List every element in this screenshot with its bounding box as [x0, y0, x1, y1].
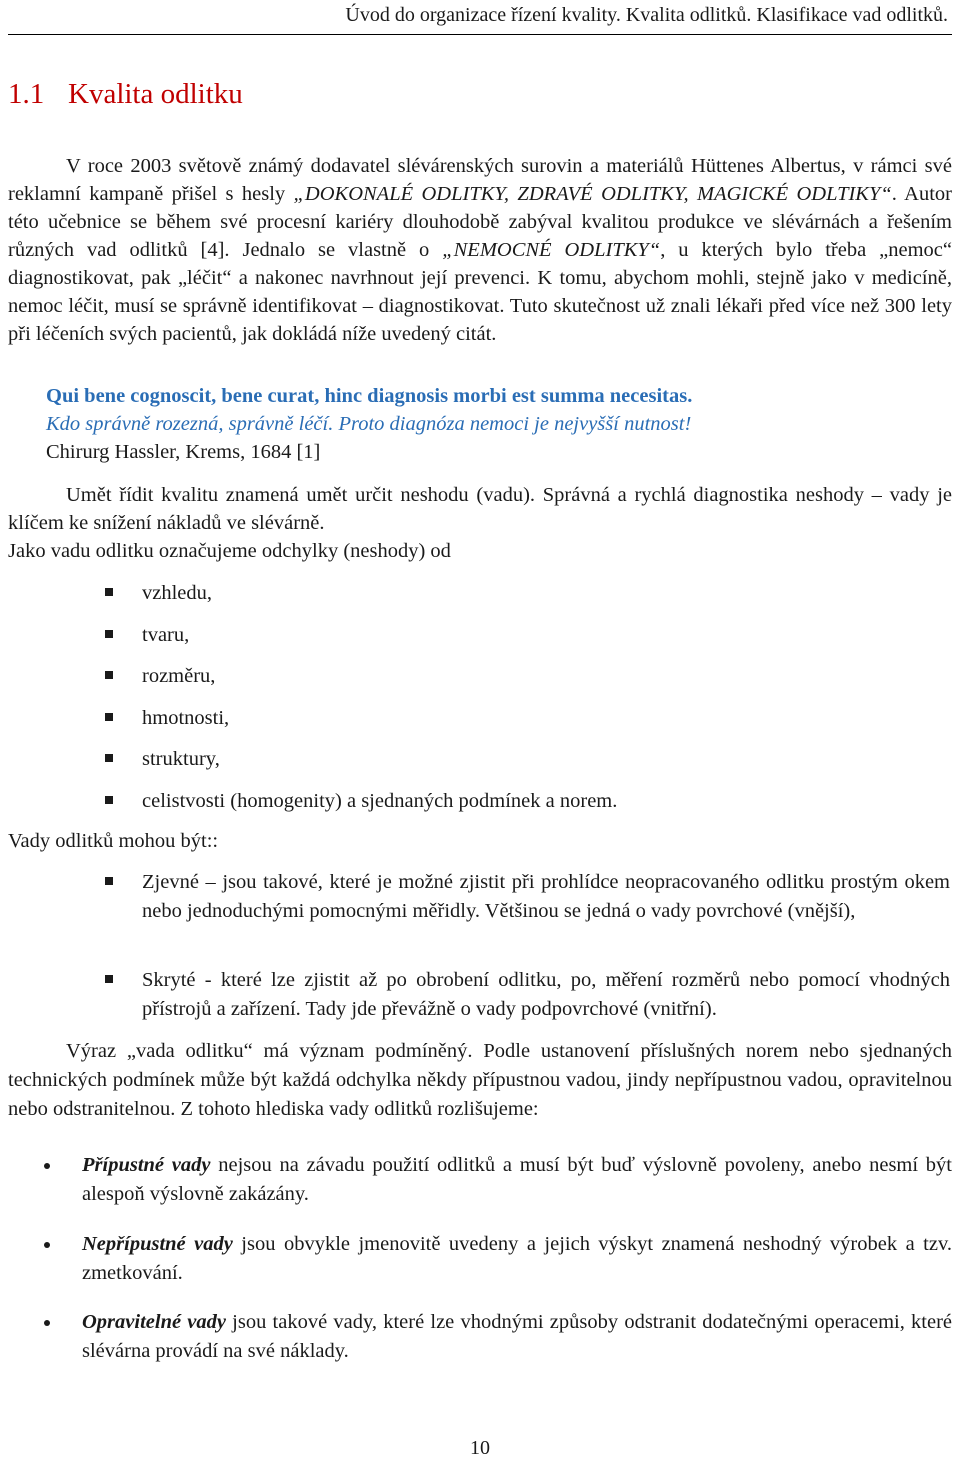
definition: jsou takové vady, které lze vhodnými způsoby odstranit dodatečnými operacemi, které slévárna provádí na své náklady. [82, 1311, 953, 1362]
term: Přípustné vady [82, 1154, 211, 1176]
intro-paragraph [8, 152, 952, 348]
slogans: „DOKONALÉ ODLITKY, ZDRAVÉ ODLITKY, MAGICKÉ ODLTIKY“ [293, 183, 892, 205]
list-item: Skryté - které lze zjistit až po obrobení odlitku, po, měření rozměrů nebo pomocí vhodných přístrojů a zařízení. Tady jde převážně o vady podpovrchové (vnitřní). [104, 966, 950, 1024]
classification-item-1 [44, 1151, 952, 1209]
latin-quote: Qui bene cognoscit, bene curat, hinc diagnosis morbi est summa necesitas. [46, 385, 693, 407]
classification-item-2 [44, 1230, 952, 1288]
classification-item-3 [44, 1308, 952, 1366]
header-rule [8, 34, 952, 35]
list-item: celistvosti (homogenity) a sjednaných podmínek a norem. [104, 787, 617, 815]
paragraph-defect-definition: Jako vadu odlitku označujeme odchylky (neshody) od [8, 540, 451, 562]
page-number: 10 [470, 1437, 490, 1459]
list-item [44, 1230, 952, 1288]
intro-text-1: V roce 2003 světově známý dodavatel slévárenských surovin a materiálů Hüttenes Albertus, v rámci své reklamní kampaně přišel s hesly [8, 155, 952, 205]
paragraph-diagnostics: Umět řídit kvalitu znamená umět určit neshodu (vadu). Správná a rychlá diagnostika neshody – vady je klíčem ke snížení nákladů ve slévárně. [8, 484, 952, 534]
list-item: rozměru, [104, 662, 617, 690]
list-item: tvaru, [104, 621, 617, 649]
definition: nejsou na závadu použití odlitků a musí být buď výslovně povoleny, anebo nesmí být alespoň výslovně zakázány. [82, 1154, 953, 1205]
defect-kinds-list-2 [104, 966, 950, 1024]
defect-kinds-list [104, 868, 950, 926]
running-header: Úvod do organizace řízení kvality. Kvalita odlitků. Klasifikace vad odlitků. [345, 4, 948, 26]
definition: jsou obvykle jmenovitě uvedeny a jejich výskyt znamená neshodný výrobek a tzv. zmetkování. [82, 1233, 952, 1284]
term: Nepřípustné vady [82, 1233, 233, 1255]
list-item: hmotnosti, [104, 704, 617, 732]
list-item: vzhledu, [104, 579, 617, 607]
section-title [8, 78, 243, 111]
sick-castings: „NEMOCNÉ ODLITKY“ [442, 239, 661, 261]
list-item: Zjevné – jsou takové, které je možné zjistit při prohlídce neopracovaného odlitku prostým okem nebo jednoduchými pomocnými měřidly. Většinou se jedná o vady povrchové (vnější), [104, 868, 950, 926]
paragraph-defect-types-intro: Vady odlitků mohou být:: [8, 830, 219, 852]
section-title-text: Kvalita odlitku [68, 78, 243, 110]
list-item [44, 1308, 952, 1366]
intro-text-3: , u kterých bylo třeba „nemoc“ diagnostikovat, pak „léčit“ a nakonec navrhnout její prevenci. K tomu, abychom mohli, stejně jako v medicíně, nemoc léčit, musí se správně identifikovat – diagnostikovat. Tuto skutečnost už znali lékaři před více než 300 lety při léčeních svých pacientů, jak dokládá níže uvedený citát. [8, 239, 952, 345]
czech-quote: Kdo správně rozezná, správně léčí. Proto diagnóza nemoci je nejvyšší nutnost! [46, 413, 692, 435]
deviation-list [104, 579, 617, 828]
term: Opravitelné vady [82, 1311, 226, 1333]
section-number: 1.1 [8, 78, 45, 110]
quote-source: Chirurg Hassler, Krems, 1684 [1] [46, 441, 321, 463]
paragraph-conditional: Výraz „vada odlitku“ má význam podmíněný. Podle ustanovení příslušných norem nebo sjednaných technických podmínek může být každá odchylka někdy přípustnou vadou, jindy nepřípustnou vadou, opravitelnou nebo odstranitelnou. Z tohoto hlediska vady odlitků rozlišujeme: [8, 1040, 952, 1120]
list-item: struktury, [104, 745, 617, 773]
list-item [44, 1151, 952, 1209]
intro-text-2: . Autor této učebnice se během své procesní kariéry dlouhodobě zabýval kvalitou produkce ve slévárnách a řešením různých vad odlitků [4]. Jednalo se vlastně o [8, 183, 952, 261]
